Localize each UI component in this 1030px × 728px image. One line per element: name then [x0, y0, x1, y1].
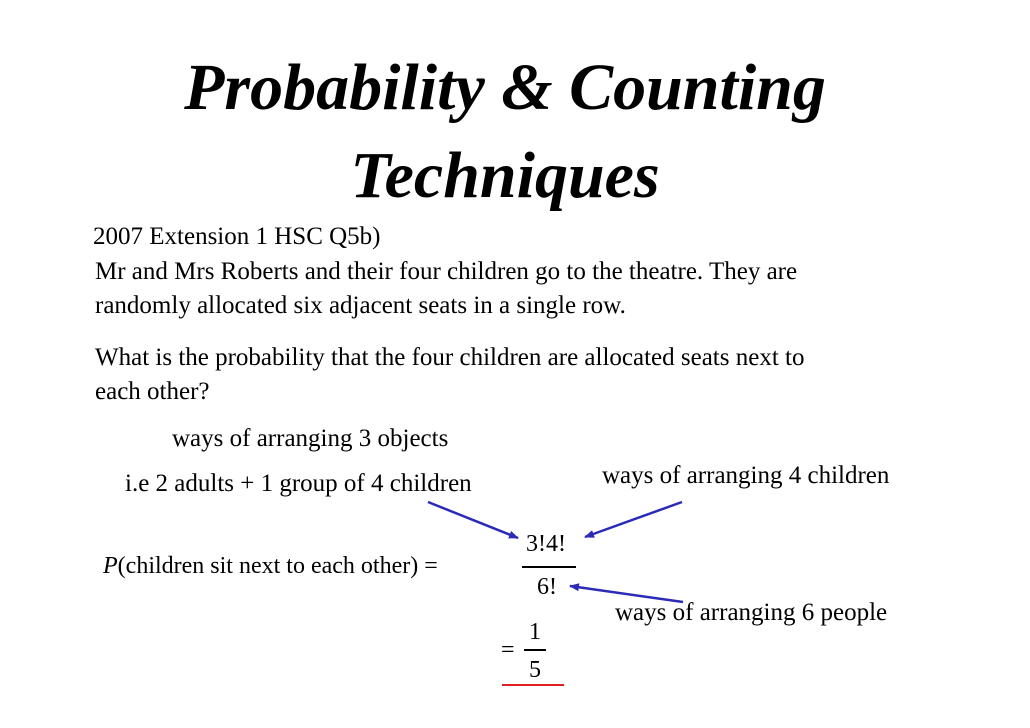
title-line-2: Techniques: [350, 139, 660, 212]
result-denominator: 5: [529, 657, 541, 683]
annotation-arrange-4: ways of arranging 4 children: [602, 462, 890, 489]
fraction-numerator: 3!4!: [526, 531, 566, 557]
fraction-denominator: 6!: [537, 574, 557, 600]
probability-symbol: P: [103, 553, 118, 579]
question-line-1: Mr and Mrs Roberts and their four children go to the theatre. They are: [95, 258, 798, 285]
arrow-to-4-factorial: [585, 502, 682, 537]
question-source: 2007 Extension 1 HSC Q5b): [93, 223, 381, 250]
ask-line-1: What is the probability that the four children are allocated seats next to: [95, 344, 805, 371]
annotation-arrange-6: ways of arranging 6 people: [615, 599, 888, 626]
annotation-arrange-3-line-2: i.e 2 adults + 1 group of 4 children: [125, 470, 472, 497]
ask-line-2: each other?: [95, 378, 210, 405]
probability-event: (children sit next to each other) =: [117, 553, 438, 579]
question-line-2: randomly allocated six adjacent seats in a single row.: [95, 292, 626, 319]
arrow-to-3-factorial: [428, 502, 518, 538]
result-equals: =: [501, 637, 515, 663]
result-numerator: 1: [529, 619, 541, 645]
title-line-1: Probability & Counting: [184, 51, 826, 124]
annotation-arrange-3-line-1: ways of arranging 3 objects: [172, 425, 449, 452]
arrow-to-6-factorial: [570, 586, 683, 602]
